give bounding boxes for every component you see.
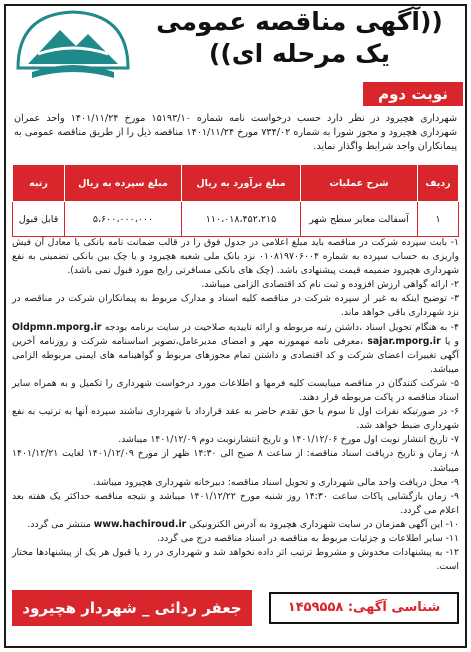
condition-4-part-b: و یا: [444, 335, 459, 347]
mayor-signature-banner: جعفر ردائی _ شهردار هچیرود: [12, 590, 252, 626]
intro-paragraph: شهرداری هچیرود در نظر دارد حسب درخواست نامه شماره ۱۵۱۹۳/۱۰ مورخ ۱۴۰۱/۱۱/۲۴ واحد عمران شهرداری هچیرود و مجوز شورا به شماره ۷۳۴/۰۲ مورخ ۱۴۰۱/۱۱/۲۴ مناقصه ذیل را از طریق مناقصه عمومی به پیمانکاران واجد شرایط واگذار نماید.: [14, 113, 458, 152]
cell-deposit: ۵،۶۰۰،۰۰۰،۰۰۰: [65, 202, 182, 237]
condition-12: ۱۲- به پیشنهادات مخدوش و مشروط ترتیب اثر داده نخواهد شد و شهرداری در رد یا قبول هر یک از پیشنهادها مختار است.: [12, 547, 459, 573]
condition-9: ۹- محل دریافت واحد مالی شهرداری و تحویل اسناد مناقصه: دبیرخانه شهرداری هچیرود میباشد.: [92, 476, 459, 488]
condition-6: ۶- در صورتیکه نفرات اول تا سوم یا حق تقدم حاضر به عقد قرارداد با شهرداری نباشند سپرده آنها به ترتیب به نفع شهرداری ضبط خواهد شد.: [12, 406, 459, 432]
header-estimate: مبلغ برآورد به ریال: [182, 165, 301, 202]
condition-4: [12, 321, 459, 377]
condition-2: ۲- ارائه گواهی ارزش افزوده و ثبت نام کد اقتصادی الزامی میباشد.: [201, 279, 459, 291]
title-line-2: یک مرحله ای)): [208, 39, 391, 68]
tender-table: [12, 164, 459, 237]
site-link-hachiroud[interactable]: www.hachiroud.ir: [93, 518, 187, 530]
cell-grade: قابل قبول: [13, 202, 65, 237]
condition-9b: ۹- زمان بازگشایی پاکات ساعت ۱۴:۳۰ روز شنبه مورخ ۱۴۰۱/۱۲/۲۲ میباشد و نتیجه مناقصه حداکثر یک هفته بعد اعلام می گردد.: [12, 490, 459, 516]
condition-10: [12, 518, 459, 532]
header-description: شرح عملیات: [301, 165, 418, 202]
ad-id-box: شناسی آگهی: ۱۴۵۹۵۵۸: [269, 592, 459, 624]
condition-3: ۳- توضیح اینکه به غیر از سپرده شرکت در مناقصه کلیه اسناد و مدارک مربوط به پیمانکاران شرکت در مناقصه در نزد شهرداری باقی خواهد ماند.: [12, 293, 459, 319]
header-grade: رتبه: [13, 165, 65, 202]
condition-10-part-b: منتشر می گردد.: [27, 518, 91, 530]
condition-1: ۱- بابت سپرده شرکت در مناقصه باید مبلغ اعلامی در جدول فوق را در قالب ضمانت نامه بانکی یا معادل آن فیش واریزی به حساب سپرده به شماره ۰۱۰۸۱۹۷۰۶۰۰۴ نزد بانک ملی شعبه هچیرود و یا چک بین بانکی تضمینی به نفع شهرداری هچیرود ضمیمه قیمت پیشنهادی باشد. (چک های بانکی مسافرتی رایج مورد قبول نمی باشد).: [12, 237, 459, 277]
condition-10-part-a: ۱۰- این آگهی همزمان در سایت شهرداری هچیرود به آدرس الکترونیکی: [189, 518, 459, 530]
title-line-1: ((آگهی مناقصه عمومی: [156, 7, 443, 36]
condition-4-part-a: ۴- به هنگام تحویل اسناد ،داشتن رتبه مربوطه و ارائه تاییدیه صلاحیت در سایت برنامه بودجه: [104, 321, 459, 333]
cell-description: آسفالت معابر سطح شهر: [301, 202, 418, 237]
condition-4-part-c: ،معرفی نامه مهمورنه مهر و امضای مدیرعامل،تصویر اساسنامه شرکت و روزنامه آخرین آگهی تغییرات اعضای شرکت و کد اقتصادی و داشتن تمام مجوزهای مربوط و گواهینامه های ایمنی مربوطه الزامی میباشد.: [12, 335, 459, 375]
site-link-sajar[interactable]: sajar.mporg.ir: [367, 335, 441, 347]
site-link-oldpmn[interactable]: Oldpmn.mporg.ir: [12, 321, 102, 333]
ad-title: [142, 6, 457, 70]
conditions-list: [12, 236, 459, 574]
cell-estimate: ۱۱۰،۰۱۸،۴۵۲،۲۱۵: [182, 202, 301, 237]
condition-5: ۵- شرکت کنندگان در مناقصه میبایست کلیه فرمها و اطلاعات مورد درخواست شهرداری را تکمیل و به همراه سایر اسناد مناقصه در پاکت مربوطه قرار دهند.: [12, 377, 459, 404]
condition-8: ۸- زمان و تاریخ دریافت اسناد مناقصه: از ساعت ۸ صبح الی ۱۴:۳۰ ظهر از مورخ ۱۴۰۱/۱۲/۰۹ لغایت ۱۴۰۱/۱۲/۲۱ میباشد.: [12, 448, 459, 474]
round-badge: نوبت دوم: [363, 82, 463, 106]
condition-11: ۱۱- سایر اطلاعات و جزئیات مربوط به مناقصه در اسناد مناقصه درج می گردد.: [157, 532, 459, 544]
cell-row-number: ۱: [418, 202, 459, 237]
municipality-logo: [10, 8, 136, 84]
condition-7: ۷- تاریخ انتشار نوبت اول مورخ ۱۴۰۱/۱۲/۰۶ و تاریخ انتشارنوبت دوم ۱۴۰۱/۱۲/۰۹ میباشد.: [118, 434, 459, 446]
table-header-row: [13, 165, 459, 202]
header-row-number: ردیف: [418, 165, 459, 202]
table-row: [13, 202, 459, 237]
header-deposit: مبلغ سپرده به ریال: [65, 165, 182, 202]
